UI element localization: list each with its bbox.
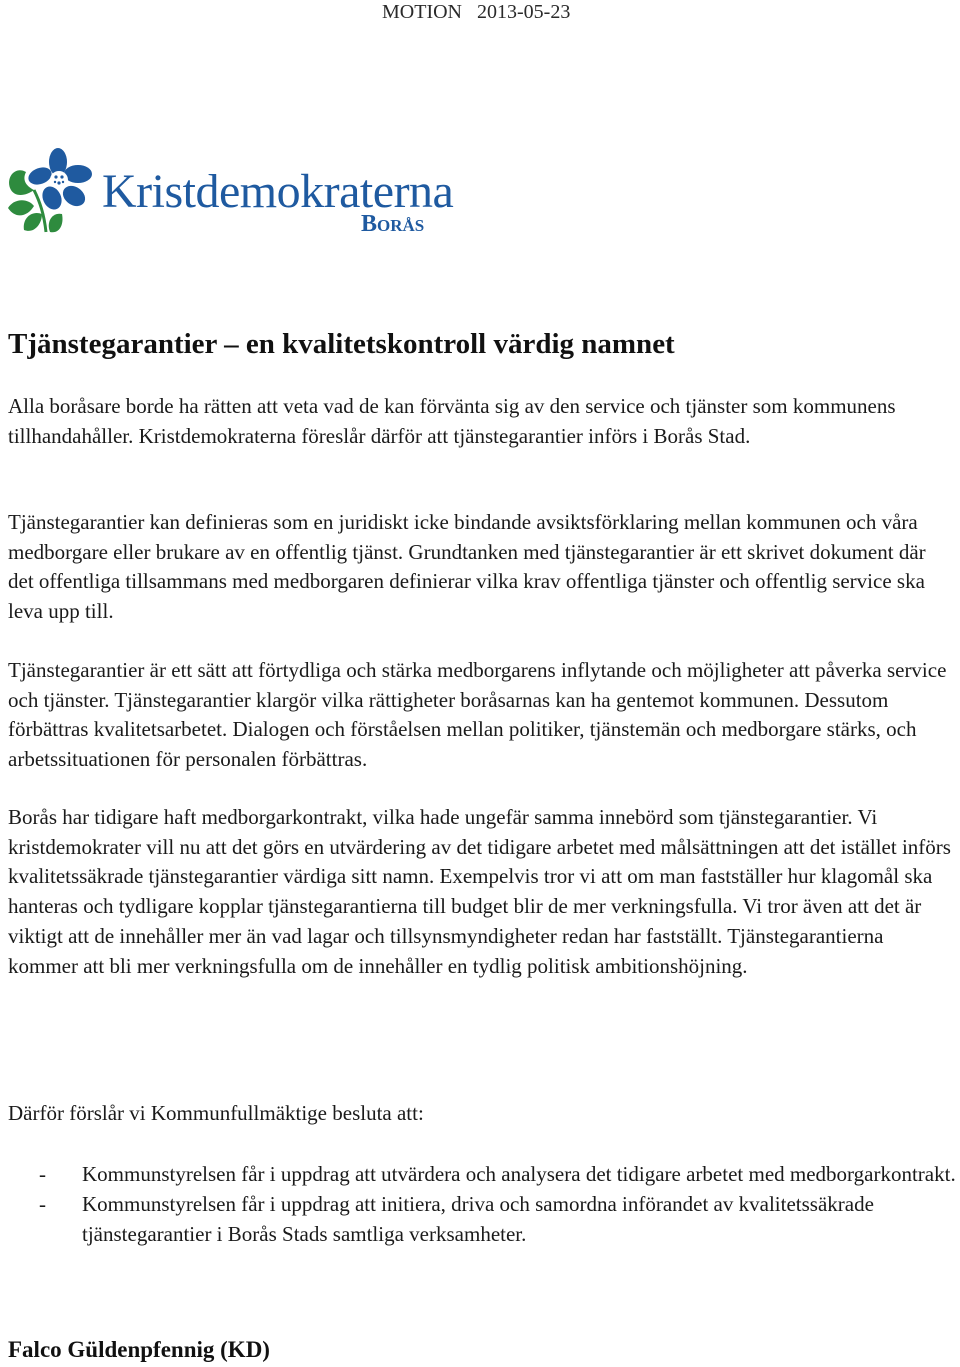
logo-wordmark: Kristdemokraterna [102,165,454,218]
party-logo [4,146,454,246]
paragraph-benefits: Tjänstegarantier är ett sätt att förtydliga och stärka medborgarens inflytande och möjligheter att påverka service och tjänster. Tjänstegarantier klargör vilka rättigheter boråsarnas kan ha gentemot kommunen. Dessutom förbättras kvalitetsarbetet. Dialogen och förståelsen mellan politiker, tjänstemän och medborgare stärks, och arbetssituationen för personalen förbättras. [8,658,947,772]
paragraph-history: Borås har tidigare haft medborgarkontrakt, vilka hade ungefär samma innebörd som tjänstegarantier. Vi kristdemokrater vill nu att det görs en utvärdering av det tidigare arbetet med målsättningen att det istället införs kvalitetssäkrade tjänstegarantier värdiga sitt namn. Exempelvis tror vi att om man fastställer hur klagomål ska hanteras och tydligare kopplar tjänstegarantierna till budget blir de mer verkningsfulla. Vi tror även att det är viktigt att de innehåller mer än vad lagar och tillsynsmyndigheter redan har fastställt. Tjänstegarantierna kommer att bli mer verkningsfulla om de innehåller en tydlig politisk ambitionshöjning. [8,805,951,978]
list-item-text: Kommunstyrelsen får i uppdrag att initiera, driva och samordna införandet av kvalitetssäkrade tjänstegarantier i Borås Stads samtliga verksamheter. [82,1192,874,1246]
anemone-flower-icon [4,146,96,238]
list-item-text: Kommunstyrelsen får i uppdrag att utvärdera och analysera det tidigare arbetet med medborgarkontrakt. [82,1162,956,1186]
proposal-list [8,1159,956,1249]
list-item [8,1189,956,1249]
list-bullet: - [39,1192,46,1216]
document-date: 2013-05-23 [477,1,571,23]
paragraph-definition: Tjänstegarantier kan definieras som en juridiskt icke bindande avsiktsförklaring mellan kommunen och våra medborgare eller brukare av en offentlig tjänst. Grundtanken med tjänstegarantier är ett skrivet dokument där det offentliga tillsammans med medborgaren definierar vilka krav offentliga tjänster och offentlig service ska leva upp till. [8,510,926,624]
document-type: MOTION [382,1,462,23]
logo-city: Borås [361,211,425,237]
page-title: Tjänstegarantier – en kvalitetskontroll värdig namnet [8,328,675,360]
document-header [382,0,570,24]
list-item [8,1159,956,1189]
signature: Falco Güldenpfennig (KD) [8,1337,270,1362]
proposal-lead: Därför förslår vi Kommunfullmäktige besluta att: [8,1101,424,1125]
list-bullet: - [39,1162,46,1186]
paragraph-intro: Alla boråsare borde ha rätten att veta vad de kan förvänta sig av den service och tjänster som kommunens tillhandahåller. Kristdemokraterna föreslår därför att tjänstegarantier införs i Borås Stad. [8,394,896,448]
